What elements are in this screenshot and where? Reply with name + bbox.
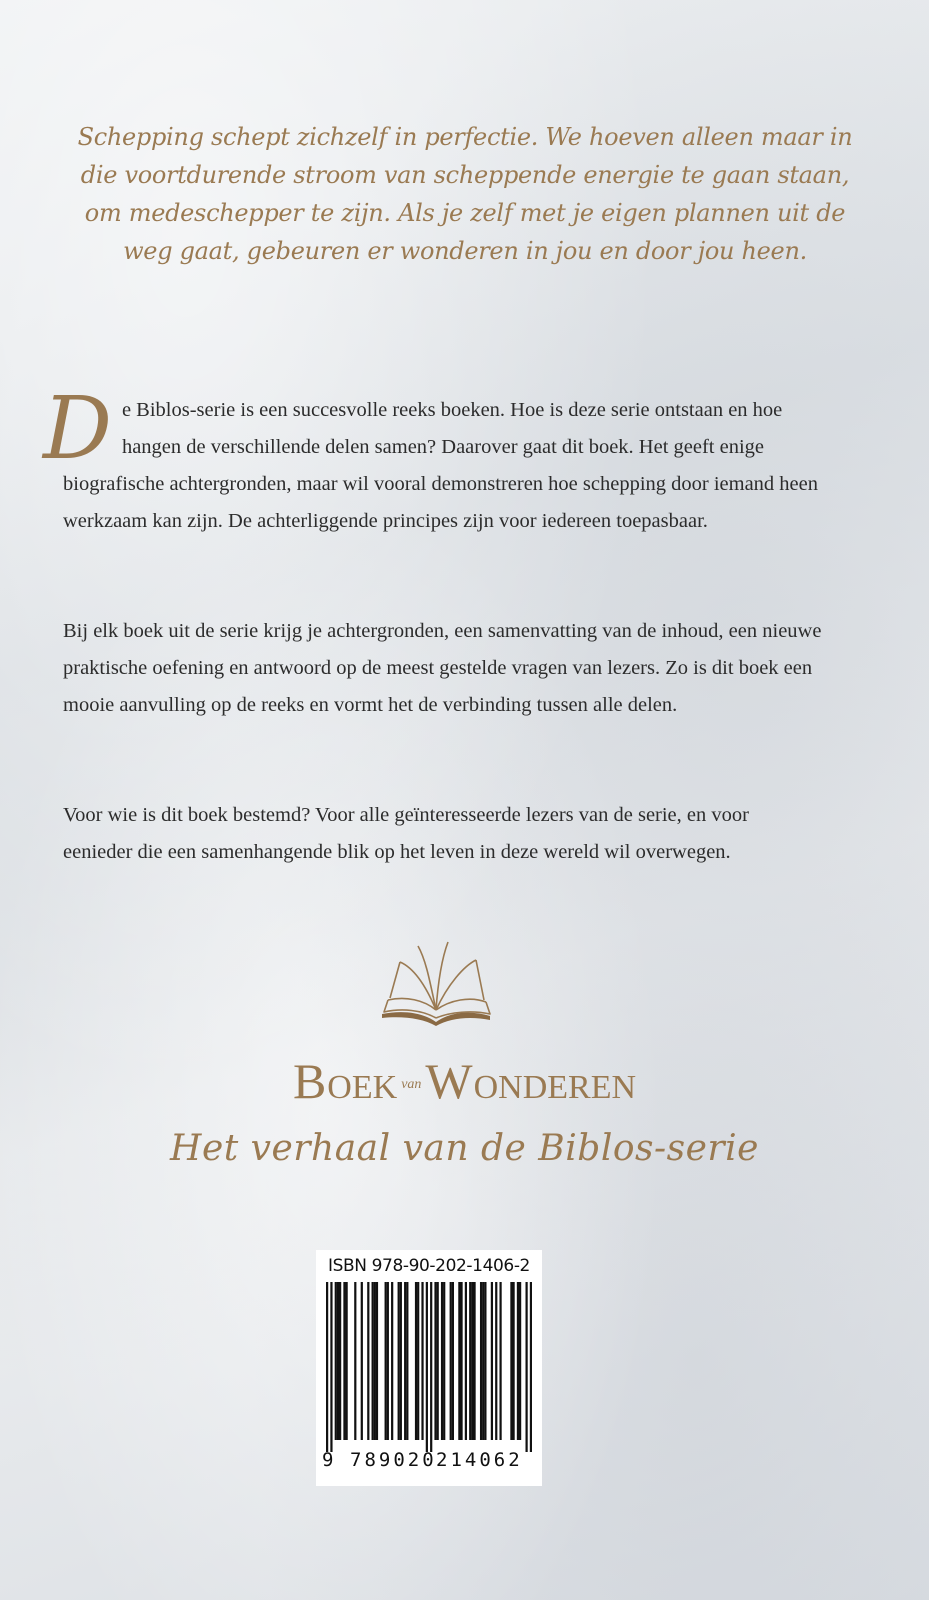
barcode-bar	[473, 1282, 475, 1440]
description-paragraph-3: Voor wie is dit boek bestemd? Voor alle geïnteresseerde lezers van de serie, en voor eenieder die een samenhangende blik op het leven in deze wereld wil overwegen.	[63, 804, 749, 863]
barcode	[326, 1282, 532, 1452]
tagline-blurb: Schepping schept zichzelf in perfectie. We hoeven alleen maar in die voortdurende stroom van scheppende energie te gaan staan, om medeschepper te zijn. Als je zelf met je eigen plannen uit de weg gaat, gebeuren er wonderen in jou en door jou heen.	[77, 123, 853, 265]
barcode-bar	[343, 1282, 345, 1440]
barcode-bar	[415, 1282, 417, 1440]
barcode-bar	[465, 1282, 467, 1440]
barcode-bar	[441, 1282, 443, 1440]
barcode-bar	[398, 1282, 400, 1440]
barcode-bar	[452, 1282, 454, 1440]
drop-cap: D	[43, 379, 112, 479]
barcode-bar	[400, 1282, 402, 1440]
barcode-bar	[482, 1282, 484, 1440]
description-paragraph-2: Bij elk boek uit de serie krijg je achtergronden, een samenvatting van de inhoud, een nieuwe praktische oefening en antwoord op de meest gestelde vragen van lezers. Zo is dit boek een mooie aanvulling op de reeks en vormt het de verbinding tussen alle delen.	[63, 620, 822, 716]
barcode-bar	[330, 1282, 332, 1452]
book-title	[0, 1052, 929, 1110]
barcode-bar	[387, 1282, 389, 1440]
barcode-bar	[354, 1282, 356, 1440]
barcode-bar	[385, 1282, 387, 1440]
barcode-bar	[376, 1282, 378, 1440]
barcode-bar	[495, 1282, 497, 1440]
ean-right-digits: 214062	[436, 1449, 523, 1471]
barcode-bar	[499, 1282, 501, 1440]
barcode-bar	[326, 1282, 328, 1452]
barcode-bar	[372, 1282, 374, 1440]
title-oek: OEK	[327, 1069, 398, 1106]
barcode-bar	[434, 1282, 436, 1440]
description-paragraph-1-text: e Biblos-serie is een succesvolle reeks boeken. Hoe is deze serie ontstaan en hoe hangen de verschillende delen samen? Daarover gaat dit boek. Het geeft enige biografische achtergronden, maar wil vooral demonstreren hoe schepping door iemand heen werkzaam kan zijn. De achterliggende principes zijn voor iedereen toepasbaar.	[63, 399, 819, 532]
barcode-bar	[417, 1282, 419, 1440]
open-book-icon	[378, 938, 494, 1028]
barcode-bar	[421, 1282, 423, 1440]
barcode-bar	[510, 1282, 512, 1440]
title-van: van	[401, 1077, 422, 1092]
barcode-bar	[469, 1282, 471, 1440]
isbn-barcode-panel	[316, 1250, 542, 1486]
barcode-bar	[374, 1282, 376, 1440]
barcode-bar	[391, 1282, 393, 1440]
barcode-bar	[335, 1282, 337, 1440]
barcode-bar	[491, 1282, 493, 1440]
barcode-bar	[517, 1282, 519, 1440]
book-subtitle: Het verhaal van de Biblos-serie	[170, 1128, 759, 1169]
barcode-bar	[361, 1282, 363, 1440]
title-letter-b: B	[292, 1053, 328, 1109]
barcode-bar	[450, 1282, 452, 1440]
barcode-bar	[519, 1282, 521, 1440]
isbn-label: ISBN 978-90-202-1406-2	[328, 1256, 530, 1276]
barcode-bar	[406, 1282, 408, 1440]
ean-left-digits: 789020	[350, 1449, 437, 1471]
description-paragraph-1	[43, 379, 823, 540]
barcode-bar	[484, 1282, 486, 1440]
barcode-bar	[346, 1282, 348, 1440]
barcode-bar	[530, 1282, 532, 1452]
barcode-bar	[471, 1282, 473, 1440]
barcode-bar	[480, 1282, 482, 1440]
barcode-bar	[367, 1282, 369, 1440]
barcode-bar	[339, 1282, 341, 1440]
ean-first-digit: 9	[322, 1449, 334, 1471]
barcode-bar	[460, 1282, 462, 1440]
barcode-bar	[430, 1282, 432, 1452]
barcode-bar	[437, 1282, 439, 1440]
barcode-bar	[404, 1282, 406, 1440]
title-onderen: ONDEREN	[473, 1069, 637, 1106]
barcode-bar	[426, 1282, 428, 1452]
barcode-bar	[512, 1282, 514, 1440]
barcode-bar	[458, 1282, 460, 1440]
title-letter-w: W	[425, 1053, 474, 1109]
barcode-bar	[525, 1282, 527, 1452]
barcode-bar	[443, 1282, 445, 1440]
barcode-bar	[337, 1282, 339, 1440]
